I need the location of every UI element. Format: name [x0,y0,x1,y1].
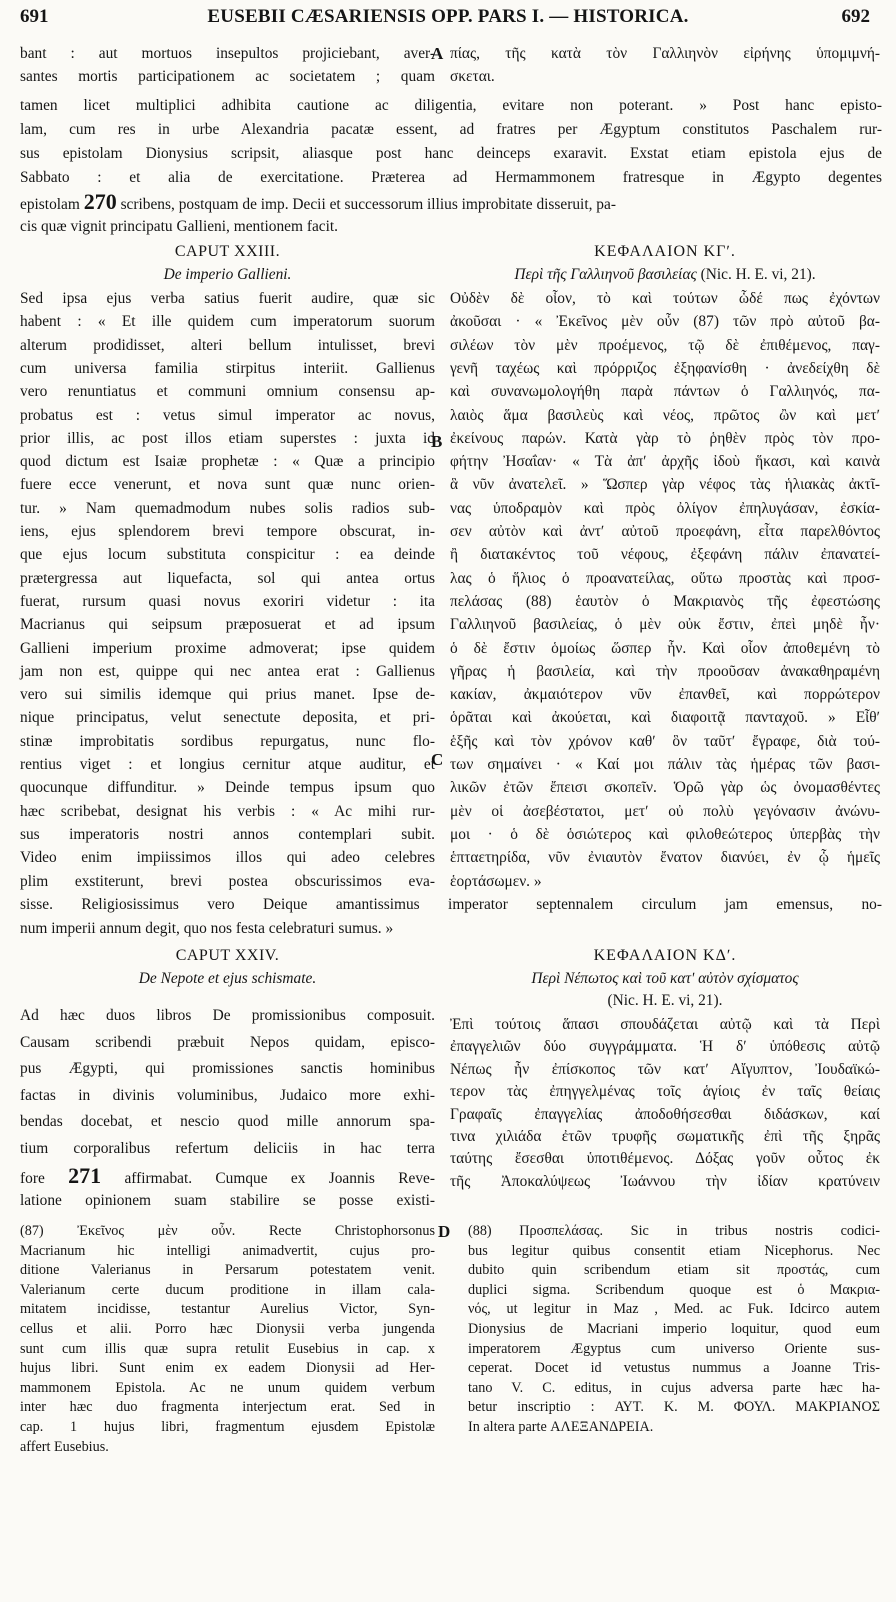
text-line: νός, ut legitur in Maz , Med. ac Fuk. Idcirco autem [468,1301,880,1318]
text-line: bendas docebat, et nescio quod mille annorum spa- [20,1113,435,1131]
text-line: quocunque diffunditur. » Deinde tempus ipsum quo [20,779,435,797]
text-line: Macrianum hic intelligi animadvertit, cujus pro- [20,1242,435,1259]
text-line: Dionysius de Macriani imperio loquitur, quod eum [468,1321,880,1337]
text-line: Macrianus qui seipsum præposuerat et ad ipsum [20,616,435,634]
text-line: ὁρᾶται καὶ ἀκούεται, καὶ διαφοιτᾷ πανταχοῦ. » Εἶθʹ [450,709,880,727]
text-line: ἢ διατακέντος τοῦ νέφους, ἐξεφάνη πάλιν ἐπανατεί- [450,546,880,564]
text-line: (87) Ἐκεῖνος μὲν οὖν. Recte Christophorsonus [20,1223,435,1239]
latin-wide-line: sus epistolam Dionysius scripsit, aliasque post hanc deinceps exaravit. Exstat etiam epistola ejus de [20,145,882,162]
margin-letter-d: D [438,1222,451,1241]
text-line: mammonem Epistola. Ac ne unum quidem verbum [20,1379,435,1396]
text-run: epistolam [20,196,80,213]
text-line: τερον τὰς ἐπηγγελμένας τοῖς ἁγίοις ἐν ταῖς θείαις [450,1083,880,1101]
kefalaion-24-subtitle-ref: (Nic. H. E. vi, 21). [607,992,723,1009]
subtitle-greek: Περὶ Νέπωτος καὶ τοῦ κατʹ αὐτὸν σχίσματος [531,970,799,987]
latin-wide-line [20,190,882,216]
text-line: ἑορτάσωμεν. » [450,872,542,890]
text-line: Οὐδὲν δὲ οἷον, τὸ καὶ τούτων ὧδέ πως ἐχόντων [450,290,880,307]
kefalaion-24-subtitle-greek [450,967,880,990]
text-line: των σημαίνει · « Καί μοι πάλιν τὰς ἡμέρας τῶν βασι- [450,756,880,773]
latin-wide-line: num imperii annum degit, quo nos festa celebraturi sumus. » [20,920,394,937]
text-line: pus Ægypti, qui promissiones sanctis hominibus [20,1060,435,1078]
text-line: Νέπως ἦν ἐπίσκοπος τῶν κατʹ Αἴγυπτον, Ἰουδαϊκώ- [450,1060,880,1078]
text-line: ceperat. Docet id vetustus nummus a Joanne Tris- [468,1360,880,1377]
text-line: Video enim impiissimos illos qui adeo celebres [20,849,435,867]
text-line: φήτην Ἠσαΐαν· « Τὰ ἀπʹ ἀρχῆς ἰδοὺ ἥκασι, καὶ καινὰ [450,453,880,471]
text-line: tur. » Nam quemadmodum nubes solis radios sub- [20,499,435,517]
text-line: jam non est, quippe qui nec antea erat : Gallienus [20,662,435,680]
text-line: Γαλλιηνοῦ βασιλείας, ὁ μὲν οὐκ ἔστιν, ἐπεὶ μηδὲ ἦν· [450,616,880,634]
text-line: duplici sigma. Scribendum quoque est ὁ Μακρια- [468,1281,880,1298]
text-line: factas in divinis voluminibus, Judaico more exhi- [20,1086,435,1104]
kefalaion-24-title: ΚΕΦΑΛΑΙΟΝ ΚΔʹ. [593,947,737,964]
text-line: ἃ νῦν ἀνατελεῖ. » Ὥσπερ γὰρ νέφος τὰς ἡλιακὰς ἀκτῖ- [450,476,880,494]
page-marker-270: 270 [83,189,117,214]
text-line: imperatorem Ægyptus cum universo Oriente sus- [468,1340,880,1357]
latin-wide-line: lam, cum res in urbe Alexandria pacatæ essent, ad fratres per Ægyptum constitutos Paschalem rur- [20,121,882,138]
latin-wide-line: cis quæ vignit principatu Gallieni, mentionem facit. [20,218,339,235]
latin-wide-line: sisse. Religiosissimus vero Deique amantissimus imperator septennalem circulum jam emensus, no- [20,896,882,913]
text-line: nique principatus, velut senectute deposita, et pri- [20,709,435,727]
text-line: sus imperatoris nostri annos contemplari subit. [20,825,435,843]
text-line: dubito quin scribendum etiam sit προστάς, cum [468,1262,880,1279]
text-line: quod dictum est Isaiæ prophetæ : « Quæ a principio [20,453,435,471]
text-line: tium corporalibus refertum deliciis in hac terra [20,1140,435,1157]
latin-line [20,1164,435,1190]
text-line: fuerat, rursum quasi novus exoriri videtur : ita [20,592,435,610]
text-line: λαιὸς ἅμα βασιλεὺς καὶ νέος, πρῶτος ὢν καὶ μετʹ [450,406,880,424]
text-line: πελάσας (88) ἑαυτὸν ὁ Μακριανὸς τῆς ἐφεστώσης [450,592,880,610]
greek-line: πίας, τῆς κατὰ τὸν Γαλλιηνὸν εἰρήνης ὑπομιμνή- [450,45,880,62]
text-line: τινα χιλιάδα ἐτῶν τρυφῆς σωματικῆς ἐπὶ τῆς ξηρᾶς [450,1128,880,1145]
text-line: ἐπαγγελιῶν δύο συγγράμματα. Ἡ δʹ ὑπόθεσις αὐτῷ [450,1038,880,1056]
text-line: sunt cum illis quæ supra retulit Eusebius in cap. x [20,1340,435,1357]
running-head: EUSEBII CÆSARIENSIS OPP. PARS I. — HISTORICA. [207,6,689,27]
text-line: καὶ συνανωμολογήθη παρὰ πάντων ὁ Γαλλιηνός, πα- [450,383,880,401]
text-line: prætergressa aut liquefacta, sol qui antea ortus [20,569,435,587]
text-line: cellus et alii. Porro hæc Dionysii verba jungenda [20,1321,435,1337]
text-line: Γραφαῖς ἐπαγγελίας ἀποδοθήσεσθαι διδάσκων, καί [450,1105,880,1123]
text-line: probatus est : vetus simul imperator ac novus, [20,406,435,424]
text-line: mitatem incidisse, testantur Aurelius Victor, Syn- [20,1301,435,1318]
text-line: λας ὁ ἥλιος ὁ προανατείλας, οὕτω προστὰς καὶ προσ- [450,569,880,587]
latin-line: santes mortis participationem ac societatem ; quam [20,68,435,85]
text-line: vero renuntiatus et communi omnium consensu ap- [20,383,435,401]
text-run: fore [20,1170,45,1187]
kefalaion-23-subtitle [450,263,880,286]
caput-24-subtitle: De Nepote et ejus schismate. [138,970,317,987]
latin-line: latione opinionem suam stabilire se posse existi- [20,1192,435,1209]
text-run: affirmabat. Cumque ex Joannis Reve- [124,1170,435,1187]
text-line: νας ὑποδραμὸν καὶ πρὸς ὀλίγον ἐπηλυγάσαν, ἐσκία- [450,499,880,517]
caput-23-title: CAPUT XXIII. [174,243,281,260]
subtitle-greek: Περὶ τῆς Γαλλιηνοῦ βασιλείας [514,266,697,283]
subtitle-ref: (Nic. H. E. vi, 21). [696,266,816,283]
text-line: plim exstiterunt, brevi postea obscurissimos eva- [20,872,435,890]
margin-letter-a: A [431,44,444,63]
text-line: Sed ipsa ejus verba satius fuerit audire, quæ sic [20,290,435,307]
text-line: μοι · ὁ δὲ ὁσιώτερος καὶ φιλοθεώτερος ὑπερβὰς τὴν [450,825,880,843]
latin-line: bant : aut mortuos insepultos projiciebant, aver- [20,45,435,62]
text-line: γενῆ ταχέως καὶ πρόρριζος ἐξηφανίσθη · ἀνεδείχθη δὲ [450,359,880,377]
latin-wide-line: Sabbato : et alia de exercitatione. Præterea ad Hermammonem fratresque in Ægypto degentes [20,169,882,186]
text-line: cap. 1 hujus libri, fragmentum ejusdem Epistolæ [20,1419,435,1435]
text-line: κακίαν, ἀκμαιότερον νῦν ἐπανθεῖ, καὶ πορρώτερον [450,686,880,704]
page-number-left: 691 [20,6,49,27]
text-line: Ad hæc duos libros De promissionibus composuit. [20,1007,435,1024]
text-line: fuere ecce venerunt, et nova sunt quæ nunc orien- [20,476,435,494]
text-line: betur inscriptio : ΑΥΤ. Κ. Μ. ΦΟΥΛ. ΜΑΚΡΙΑΝΟΣ [468,1399,880,1416]
margin-letter-c: C [431,750,444,769]
text-line: Gallieni imperium proxime admoverat; ipse quidem [20,639,435,657]
caput-23-subtitle: De imperio Gallieni. [163,266,292,283]
text-line: iens, ejus splendorem brevi tempore obscurat, in- [20,523,435,540]
text-run: scribens, postquam de imp. Decii et successorum illius improbitate disseruit, pa- [120,196,616,213]
text-line: affert Eusebius. [20,1438,109,1455]
text-line: cum universa familia stirpitus interiit. Gallienus [20,359,435,377]
latin-wide-line: tamen licet multiplici adhibita cautione ac diligentia, evitare non poterant. » Post hanc episto- [20,97,882,114]
text-line: alterum prodidisset, alteri bellum intulisset, brevi [20,336,435,354]
text-line: ἐκείνους παρών. Κατὰ γὰρ τὸ ῥηθὲν πρὸς τὸν προ- [450,429,880,447]
text-line: σεν αὐτὸν καὶ ἀντʹ αὐτοῦ προεφάνη, εἶτα παρελθόντος [450,523,880,540]
text-line: hæc scribebat, designat his verbis : « Ac mihi rur- [20,802,435,820]
text-line: bus legitur quibus consentit etiam Nicephorus. Nec [468,1242,880,1259]
text-line: σιλέων τὸν μὲν προέμενος, τῷ δὲ ἐπιθέμενος, παγ- [450,336,880,354]
text-line: ditione Valerianus in Persarum potestatem venit. [20,1262,435,1279]
text-line: inter hæc duo fragmenta interjectum erat. Sed in [20,1399,435,1416]
text-line: ἑξῆς καὶ τὸν χρόνον καθʹ ὃν ταῦτʹ ἔγραφε, διὰ τού- [450,732,880,750]
text-line: ὁ δὲ ἔστιν ὁμοίως ὥσπερ ἦν. Καὶ οἷον ἀποθεμένη τὸ [450,639,880,657]
text-line: In altera parte ΑΛΕΞΑΝΔΡΕΙΑ. [468,1419,654,1435]
text-line: tano V. C. editus, in cujus adversa parte hæc ha- [468,1379,880,1396]
caput-24-title: CAPUT XXIV. [175,947,280,964]
text-line: γῆρας ἡ βασιλεία, καὶ τὴν προοῦσαν ἀνακαθηραμένη [450,662,880,680]
text-line: Ἐπὶ τούτοις ἅπασι σπουδάζεται αὐτῷ καὶ τὰ Περὶ [450,1016,880,1033]
text-line: habent : « Et ille quidem cum imperatorum suorum [20,313,435,331]
text-line: hujus libri. Sunt enim ex eadem Dionysii ad Her- [20,1360,435,1377]
text-line: μὲν οἱ ἀσεβέστατοι, μετʹ οὐ πολὺ γεγόνασιν ἀνώνυ- [450,802,880,820]
text-line: Valerianum certe ducum proditione in illam cala- [20,1281,435,1298]
text-line: prior illis, ac post illos etiam superstes : juxta id [20,429,435,447]
kefalaion-23-title: ΚΕΦΑΛΑΙΟΝ ΚΓʹ. [594,243,736,260]
text-line: Causam scribendi præbuit Nepos quidam, episco- [20,1033,435,1051]
text-line: ἑπταετηρίδα, νῦν ἐνιαυτὸν ἔνατον διανύει, ἐν ᾧ ἡμεῖς [450,849,880,867]
text-line: ἀκοῦσαι · « Ἐκεῖνος μὲν οὖν (87) τῶν πρὸ αὐτοῦ βα- [450,313,880,331]
text-line: stinæ improbitatis sordibus repurgatus, nunc flo- [20,732,435,750]
text-line: (88) Προσπελάσας. Sic in tribus nostris codici- [468,1223,880,1239]
text-line: ταύτης ἔσεσθαι ὑποτιθέμενος. Δόξας γοῦν οὗτος ἐκ [450,1150,880,1168]
page-marker-271: 271 [68,1163,102,1188]
text-line: vero sui similis idemque qui prius manet. Ipse de- [20,686,435,704]
page-number-right: 692 [841,6,870,27]
text-line: rentius viget : et longius cernitur atque auditur, et [20,756,435,773]
text-line: τῆς Ἀποκαλύψεως Ἰωάννου τὴν ἰδίαν κρατύνειν [450,1172,880,1190]
margin-letter-b: B [431,432,443,451]
text-line: λικῶν ἐτῶν ἔπεισι σκοπεῖν. Ὁρῶ γὰρ ὡς ὀνομασθέντες [450,779,880,797]
text-line: que ejus locum substituta conspicitur : ea deinde [20,546,435,564]
greek-line: σκεται. [450,68,495,85]
